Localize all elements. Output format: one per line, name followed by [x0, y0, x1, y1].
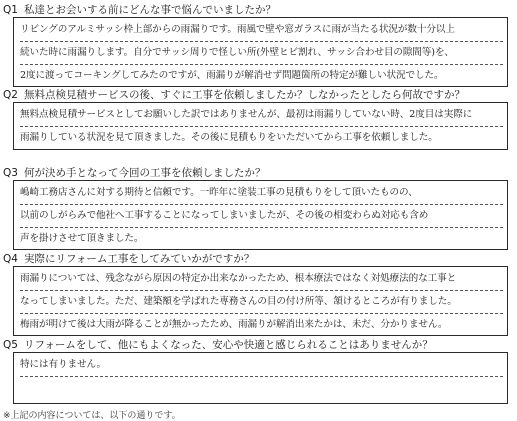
- answer-line: 雨漏りしている状況を見て頂きました。その後に見積もりをいただいてから工事を依頼しました。: [20, 132, 438, 143]
- answer-line: 無料点検見積サービスとしてお願いした訳ではありませんが、最初は雨漏りしていない時、2度目は実際に: [20, 103, 503, 127]
- answer-line: 嶋崎工務店さんに対する期待と信頼です。一昨年に塗装工事の見積もりをして頂いたものの、: [20, 181, 503, 205]
- question-number: Q1: [3, 4, 18, 16]
- answer-line: 特には有りません。: [20, 353, 503, 377]
- question-text: リフォームをして、他にもよくなった、安心や快適と感じられることはありませんか？: [23, 339, 433, 351]
- question-text: 無料点検見積サービスの後、すぐに工事を依頼しましたか？しなかったとしたら何故ですか？: [23, 89, 465, 101]
- question-text: 実際にリフォーム工事をしてみていかがですか？: [23, 253, 255, 265]
- question-3: [3, 166, 265, 180]
- question-number: Q2: [3, 89, 18, 101]
- answer-line: 2度に渡ってコーキングしてみたのですが、雨漏りが解消せず問題箇所の特定が難しい状況でした。: [20, 70, 444, 81]
- question-text: 私達とお会いする前にどんな事で悩んでいましたか？: [23, 4, 276, 16]
- answer-line: 続いた時に雨漏りします。自分でサッシ周りで怪しい所(外壁ヒビ割れ、サッシ合わせ目の隙間等)を、: [20, 41, 503, 65]
- answer-box-4: [13, 266, 508, 336]
- answer-box-2: [13, 102, 508, 150]
- footnote: ※上記の内容については、以下の通りです。: [3, 411, 181, 421]
- answer-line: 梅雨が明けて後は大雨が降ることが無かったため、雨漏りが解消出来たかは、未だ、分かりません。: [20, 319, 448, 330]
- question-number: Q3: [3, 167, 18, 179]
- answer-box-1: [13, 17, 508, 87]
- question-number: Q4: [3, 253, 18, 265]
- answer-line: なってしまいました。ただ、建築額を学ばれた専務さんの目の付け所等、頷けるところが有りました。: [20, 290, 503, 314]
- answer-line: [20, 376, 503, 399]
- question-text: 何が決め手となって今回の工事を依頼しましたか？: [23, 167, 266, 179]
- answer-line: 声を掛けさせて頂きました。: [20, 233, 144, 244]
- question-2: [3, 88, 465, 102]
- question-1: [3, 3, 276, 17]
- question-4: [3, 252, 254, 266]
- answer-box-5: [13, 352, 508, 404]
- answer-line: 以前のしがらみで他社へ工事することになってしまいましたが、その後の相変わらぬ対応も含め: [20, 204, 503, 228]
- question-5: [3, 338, 433, 352]
- question-number: Q5: [3, 339, 18, 351]
- answer-line: リビングのアルミサッシ枠上部からの雨漏りです。雨風で壁や窓ガラスに雨が当たる状況が数十分以上: [20, 18, 503, 42]
- answer-box-3: [13, 180, 508, 250]
- answer-line: 雨漏りについては、残念ながら原因の特定か出来なかったため、根本療法ではなく対処療法的な工事と: [20, 267, 503, 291]
